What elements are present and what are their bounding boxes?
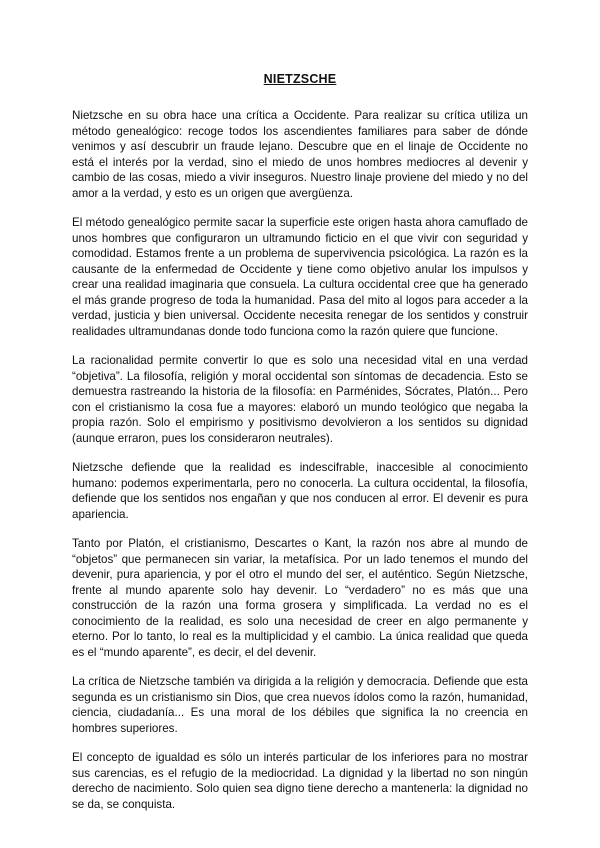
paragraph-1: Nietzsche en su obra hace una crítica a Occidente. Para realizar su crítica utiliza un método genealógico: recoge todos los ascendientes familiares para saber de dónde venimos y así descubrir un fraude lejano. Descubre que en el linaje de Occidente no está el interés por la verdad, sino el miedo de unos hombres mediocres al devenir y cambio de las cosas, miedo a vivir inseguros. Nuestro linaje proviene del miedo y no del amor a la verdad, y esto es un origen que avergüenza.: [72, 109, 528, 200]
paragraph-7: El concepto de igualdad es sólo un interés particular de los inferiores para no mostrar sus carencias, es el refugio de la mediocridad. La dignidad y la libertad no son ningún derecho de nacimiento. Solo quien sea digno tiene derecho a mantenerla: la dignidad no se da, se conquista.: [72, 751, 528, 811]
document-title: NIETZSCHE: [263, 72, 337, 86]
document-page: [72, 72, 528, 826]
paragraph-5: Tanto por Platón, el cristianismo, Descartes o Kant, la razón nos abre al mundo de “objetos” que permanecen sin variar, la metafísica. Por un lado tenemos el mundo del devenir, pura apariencia, y por el otro el mundo del ser, el auténtico. Según Nietzsche, frente al mundo aparente solo hay devenir. Lo “verdadero” no es más que una construcción de la razón una forma grosera y simplificada. La verdad no es el conocimiento de la realidad, es solo una necesidad de creer en algo permanente y eterno. Por lo tanto, lo real es la multiplicidad y el cambio. La única realidad que queda es el “mundo aparente”, es decir, el del devenir.: [72, 537, 528, 659]
paragraph-2: El método genealógico permite sacar la superficie este origen hasta ahora camuflado de unos hombres que configuraron un ultramundo ficticio en el que vivir con seguridad y comodidad. Estamos frente a un problema de supervivencia psicológica. La razón es la causante de la enfermedad de Occidente y tiene como objetivo anular los impulsos y crear una realidad imaginaria que consuela. La cultura occidental cree que ha generado el más grande progreso de toda la humanidad. Pasa del mito al logos para acceder a la verdad, justicia y bien universal. Occidente necesita renegar de los sentidos y construir realidades ultramundanas donde todo funciona como la razón quiere que funcione.: [72, 216, 528, 338]
paragraph-6: La crítica de Nietzsche también va dirigida a la religión y democracia. Defiende que esta segunda es un cristianismo sin Dios, que crea nuevos ídolos como la razón, humanidad, ciencia, ciudadanía... Es una moral de los débiles que significa la no creencia en hombres superiores.: [72, 675, 528, 735]
paragraph-4: Nietzsche defiende que la realidad es indescifrable, inaccesible al conocimiento humano: podemos experimentarla, pero no conocerla. La cultura occidental, la filosofía, defiende que los sentidos nos engañan y que nos conducen al error. El devenir es pura apariencia.: [72, 461, 528, 521]
paragraph-3: La racionalidad permite convertir lo que es solo una necesidad vital en una verdad “objetiva”. La filosofía, religión y moral occidental son síntomas de decadencia. Esto se demuestra rastreando la historia de la filosofía: en Parménides, Sócrates, Platón... Pero con el cristianismo la cosa fue a mayores: elaboró un mundo teológico que negaba la propia razón. Solo el empirismo y positivismo devolvieron a los sentidos su dignidad (aunque erraron, pues los consideraron neutrales).: [72, 354, 528, 445]
